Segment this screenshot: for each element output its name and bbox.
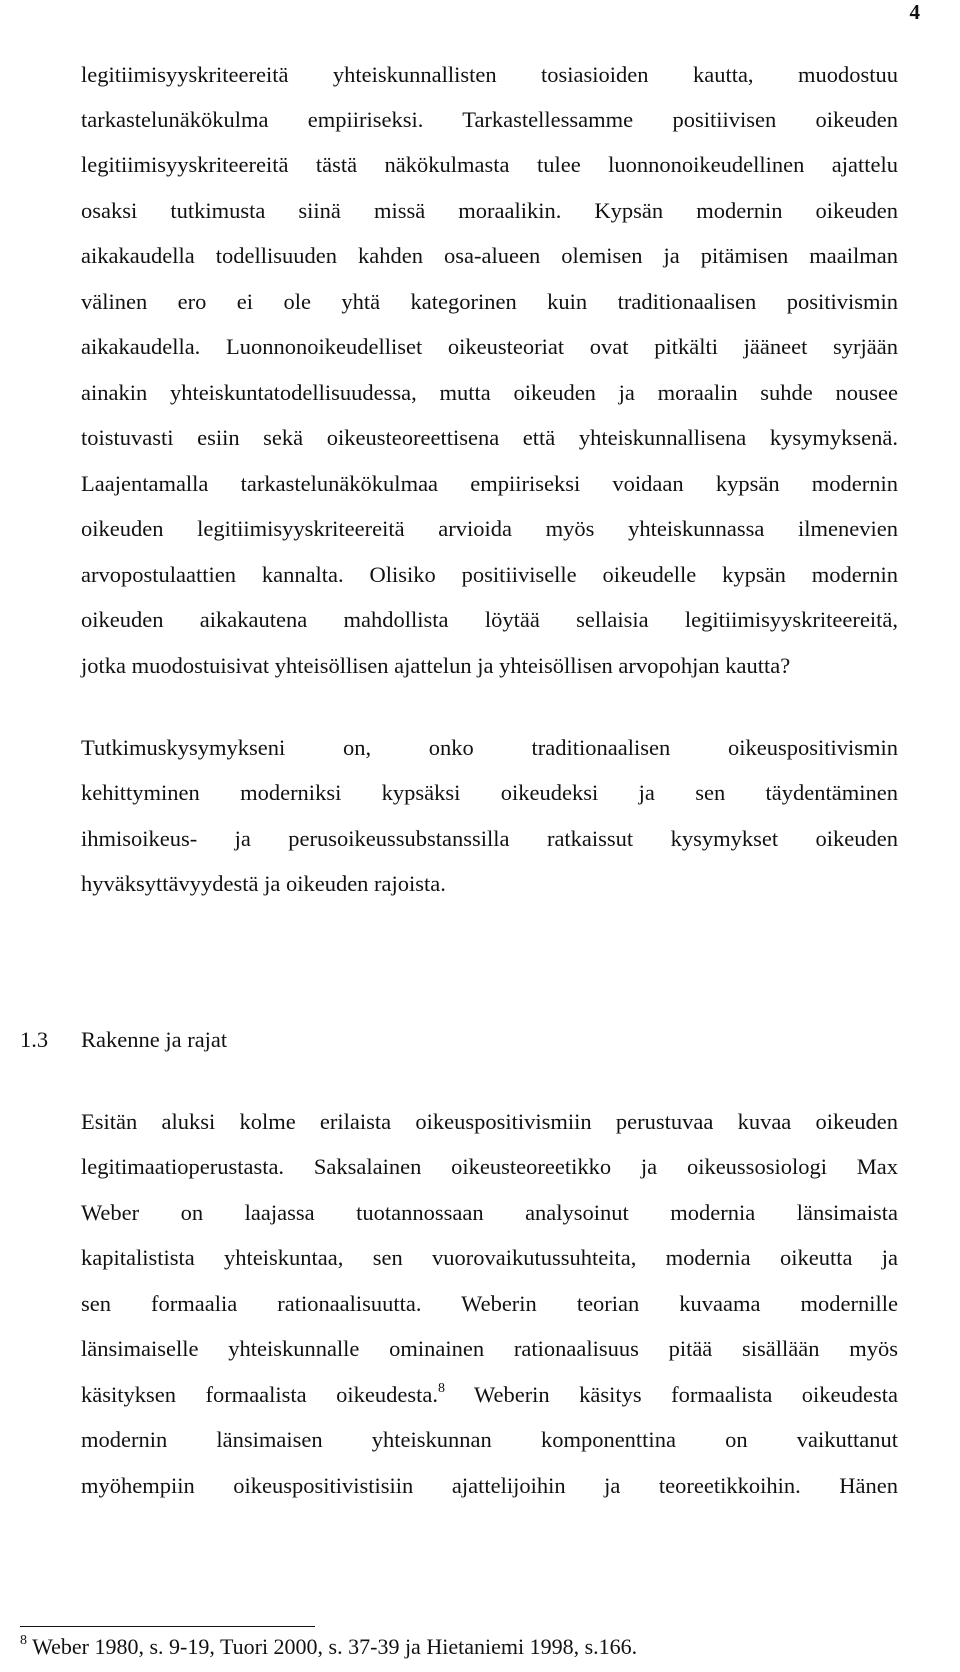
section-number: 1.3: [20, 1027, 49, 1052]
body-text-line: kapitalistista yhteiskuntaa, sen vuorovaikutussuhteita, modernia oikeutta ja: [81, 1245, 898, 1270]
body-text-line: hyväksyttävyydestä ja oikeuden rajoista.: [81, 871, 446, 896]
body-text-line: Weber on laajassa tuotannossaan analysoinut modernia länsimaista: [81, 1200, 898, 1225]
body-text-line: aikakaudella todellisuuden kahden osa-alueen olemisen ja pitämisen maailman: [81, 243, 898, 268]
body-text-line: modernin länsimaisen yhteiskunnan komponenttina on vaikuttanut: [81, 1427, 898, 1452]
body-text-line: länsimaiselle yhteiskunnalle ominainen rationaalisuus pitää sisällään myös: [81, 1336, 898, 1361]
body-text-line: legitiimisyyskriteereitä tästä näkökulmasta tulee luonnonoikeudellinen ajattelu: [81, 152, 898, 177]
body-text-line: legitimaatioperustasta. Saksalainen oikeusteoreetikko ja oikeussosiologi Max: [81, 1154, 898, 1179]
body-text-line: toistuvasti esiin sekä oikeusteoreettisena että yhteiskunnallisena kysymyksenä.: [81, 425, 898, 450]
body-text-line: ainakin yhteiskuntatodellisuudessa, mutta oikeuden ja moraalin suhde nousee: [81, 380, 898, 405]
body-text-line: tarkastelunäkökulma empiiriseksi. Tarkastellessamme positiivisen oikeuden: [81, 107, 898, 132]
body-text-line: oikeuden legitiimisyyskriteereitä arvioida myös yhteiskunnassa ilmenevien: [81, 516, 898, 541]
footnote: [20, 1632, 637, 1662]
body-text-line: aikakaudella. Luonnonoikeudelliset oikeusteoriat ovat pitkälti jääneet syrjään: [81, 334, 898, 359]
section-title: Rakenne ja rajat: [81, 1027, 228, 1052]
footnote-marker: 8: [20, 1633, 27, 1648]
footnote-separator: [20, 1626, 315, 1627]
body-text-segment: käsityksen formaalista oikeudesta.: [81, 1382, 438, 1407]
body-text-line: oikeuden aikakautena mahdollista löytää sellaisia legitiimisyyskriteereitä,: [81, 607, 898, 632]
footnote-text: Weber 1980, s. 9-19, Tuori 2000, s. 37-39 ja Hietaniemi 1998, s.166.: [32, 1634, 638, 1659]
body-text-line: jotka muodostuisivat yhteisöllisen ajattelun ja yhteisöllisen arvopohjan kautta?: [81, 653, 791, 678]
body-text-line: välinen ero ei ole yhtä kategorinen kuin traditionaalisen positivismin: [81, 289, 898, 314]
body-text-line: kehittyminen moderniksi kypsäksi oikeudeksi ja sen täydentäminen: [81, 780, 898, 805]
body-text-line: sen formaalia rationaalisuutta. Weberin teorian kuvaama modernille: [81, 1291, 898, 1316]
body-text-line: Esitän aluksi kolme erilaista oikeuspositivismiin perustuvaa kuvaa oikeuden: [81, 1109, 898, 1134]
body-text-line: legitiimisyyskriteereitä yhteiskunnallisten tosiasioiden kautta, muodostuu: [81, 62, 898, 87]
footnote-reference[interactable]: 8: [437, 1381, 445, 1396]
body-text-line: Laajentamalla tarkastelunäkökulmaa empiiriseksi voidaan kypsän modernin: [81, 471, 898, 496]
body-text-segment: Weberin käsitys formaalista oikeudesta: [474, 1382, 898, 1407]
page-number: 4: [909, 0, 920, 24]
body-text-line: arvopostulaattien kannalta. Olisiko positiiviselle oikeudelle kypsän modernin: [81, 562, 898, 587]
body-text-line: myöhempiin oikeuspositivistisiin ajattelijoihin ja teoreetikkoihin. Hänen: [81, 1473, 898, 1498]
body-text-line: osaksi tutkimusta siinä missä moraalikin. Kypsän modernin oikeuden: [81, 198, 898, 223]
body-text-line: Tutkimuskysymykseni on, onko traditionaalisen oikeuspositivismin: [81, 735, 898, 760]
body-text-line: [81, 1380, 898, 1410]
body-text-line: ihmisoikeus- ja perusoikeussubstanssilla ratkaissut kysymykset oikeuden: [81, 826, 898, 851]
